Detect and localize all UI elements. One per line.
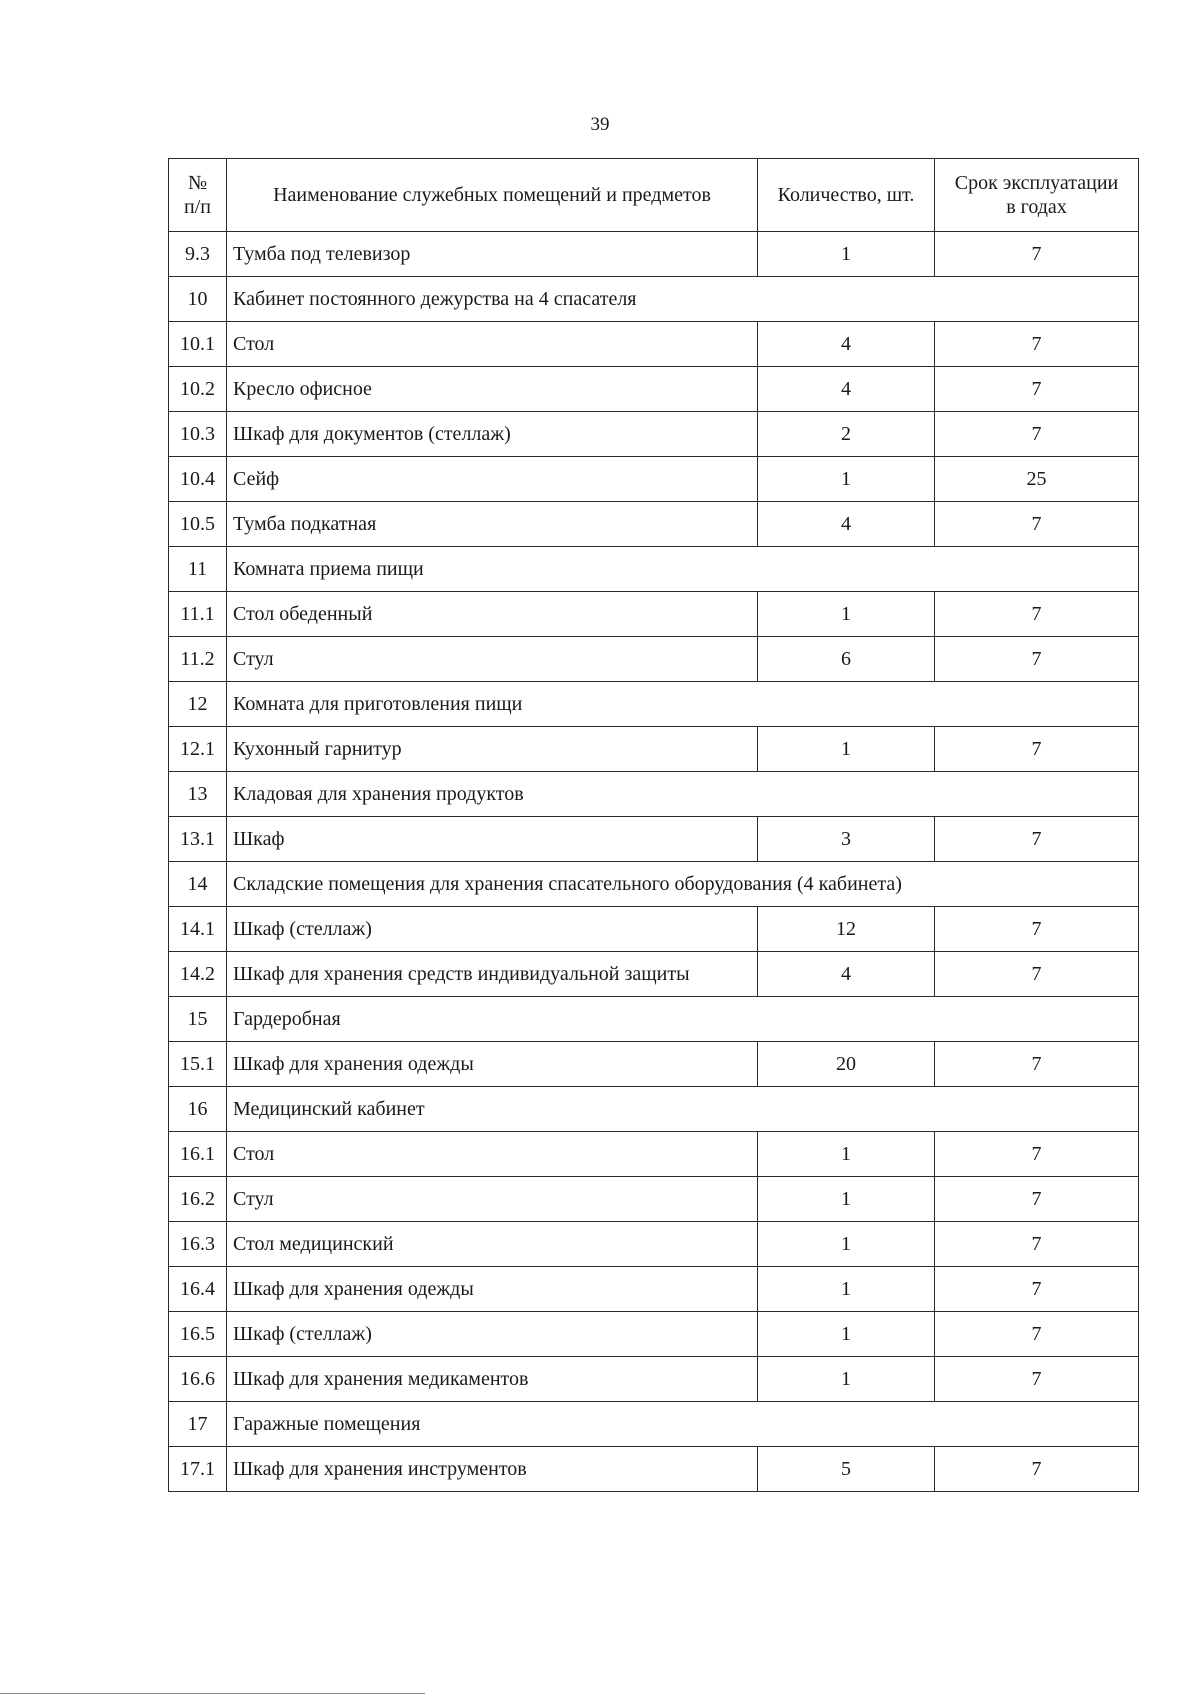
item-quantity: 1: [758, 1312, 935, 1357]
table-row: [169, 412, 1139, 457]
row-number: 14.2: [169, 952, 227, 997]
item-name: Шкаф для хранения медикаментов: [227, 1357, 758, 1402]
row-number: 16.6: [169, 1357, 227, 1402]
row-number: 12.1: [169, 727, 227, 772]
section-title: Комната для приготовления пищи: [227, 682, 1139, 727]
item-service-life: 7: [935, 1357, 1139, 1402]
section-title: Кабинет постоянного дежурства на 4 спасателя: [227, 277, 1139, 322]
item-quantity: 20: [758, 1042, 935, 1087]
row-number: 10.1: [169, 322, 227, 367]
section-title: Гардеробная: [227, 997, 1139, 1042]
item-service-life: 7: [935, 1132, 1139, 1177]
item-name: Стул: [227, 637, 758, 682]
header-number-line1: №: [187, 172, 208, 194]
item-quantity: 1: [758, 457, 935, 502]
header-number: [169, 159, 227, 232]
item-name: Тумба подкатная: [227, 502, 758, 547]
section-row: [169, 997, 1139, 1042]
item-service-life: 7: [935, 1447, 1139, 1492]
section-title: Медицинский кабинет: [227, 1087, 1139, 1132]
item-name: Кухонный гарнитур: [227, 727, 758, 772]
table-row: [169, 502, 1139, 547]
item-name: Стол обеденный: [227, 592, 758, 637]
table-row: [169, 1447, 1139, 1492]
row-number: 12: [169, 682, 227, 727]
item-service-life: 7: [935, 817, 1139, 862]
row-number: 13: [169, 772, 227, 817]
section-row: [169, 862, 1139, 907]
table-row: [169, 457, 1139, 502]
item-name: Стул: [227, 1177, 758, 1222]
item-service-life: 25: [935, 457, 1139, 502]
row-number: 15: [169, 997, 227, 1042]
page-number: 39: [590, 114, 610, 135]
section-row: [169, 772, 1139, 817]
section-title: Комната приема пищи: [227, 547, 1139, 592]
item-name: Стол: [227, 322, 758, 367]
item-quantity: 2: [758, 412, 935, 457]
table-row: [169, 592, 1139, 637]
table-row: [169, 727, 1139, 772]
item-service-life: 7: [935, 1267, 1139, 1312]
item-quantity: 1: [758, 1177, 935, 1222]
header-term-line1: Срок эксплуатации: [954, 172, 1119, 194]
item-name: Тумба под телевизор: [227, 232, 758, 277]
item-name: Шкаф: [227, 817, 758, 862]
item-quantity: 12: [758, 907, 935, 952]
row-number: 11.2: [169, 637, 227, 682]
header-term: [935, 159, 1139, 232]
item-name: Шкаф для документов (стеллаж): [227, 412, 758, 457]
item-quantity: 1: [758, 1132, 935, 1177]
row-number: 10.5: [169, 502, 227, 547]
item-service-life: 7: [935, 502, 1139, 547]
row-number: 17.1: [169, 1447, 227, 1492]
item-service-life: 7: [935, 907, 1139, 952]
table-row: [169, 817, 1139, 862]
item-quantity: 1: [758, 727, 935, 772]
table-row: [169, 1132, 1139, 1177]
table-row: [169, 907, 1139, 952]
header-number-line2: п/п: [184, 196, 211, 218]
item-name: Сейф: [227, 457, 758, 502]
row-number: 10.3: [169, 412, 227, 457]
table-row: [169, 322, 1139, 367]
table-row: [169, 1222, 1139, 1267]
item-name: Шкаф для хранения одежды: [227, 1267, 758, 1312]
item-name: Стол: [227, 1132, 758, 1177]
item-quantity: 4: [758, 322, 935, 367]
row-number: 10.2: [169, 367, 227, 412]
item-name: Шкаф для хранения инструментов: [227, 1447, 758, 1492]
row-number: 16.4: [169, 1267, 227, 1312]
item-quantity: 5: [758, 1447, 935, 1492]
row-number: 13.1: [169, 817, 227, 862]
item-quantity: 6: [758, 637, 935, 682]
item-service-life: 7: [935, 232, 1139, 277]
item-name: Кресло офисное: [227, 367, 758, 412]
row-number: 16.1: [169, 1132, 227, 1177]
table-row: [169, 1357, 1139, 1402]
header-term-line2: в годах: [1006, 196, 1067, 218]
item-name: Шкаф для хранения средств индивидуальной защиты: [227, 952, 758, 997]
row-number: 15.1: [169, 1042, 227, 1087]
item-service-life: 7: [935, 1222, 1139, 1267]
section-title: Складские помещения для хранения спасательного оборудования (4 кабинета): [227, 862, 1139, 907]
row-number: 16: [169, 1087, 227, 1132]
row-number: 14.1: [169, 907, 227, 952]
item-service-life: 7: [935, 1312, 1139, 1357]
item-service-life: 7: [935, 592, 1139, 637]
table-row: [169, 367, 1139, 412]
section-title: Кладовая для хранения продуктов: [227, 772, 1139, 817]
section-row: [169, 1402, 1139, 1447]
item-quantity: 1: [758, 1267, 935, 1312]
item-service-life: 7: [935, 1042, 1139, 1087]
item-service-life: 7: [935, 1177, 1139, 1222]
item-quantity: 1: [758, 232, 935, 277]
table-row: [169, 637, 1139, 682]
item-quantity: 1: [758, 592, 935, 637]
item-service-life: 7: [935, 952, 1139, 997]
table-body: [169, 232, 1139, 1492]
item-name: Шкаф для хранения одежды: [227, 1042, 758, 1087]
table-header-row: [169, 159, 1139, 232]
item-name: Стол медицинский: [227, 1222, 758, 1267]
row-number: 11: [169, 547, 227, 592]
row-number: 16.3: [169, 1222, 227, 1267]
footer-rule: [0, 1693, 425, 1694]
header-name: Наименование служебных помещений и предметов: [227, 159, 758, 232]
table-row: [169, 1042, 1139, 1087]
item-service-life: 7: [935, 367, 1139, 412]
item-quantity: 4: [758, 367, 935, 412]
item-service-life: 7: [935, 637, 1139, 682]
section-row: [169, 547, 1139, 592]
table-row: [169, 1312, 1139, 1357]
item-service-life: 7: [935, 322, 1139, 367]
section-row: [169, 1087, 1139, 1132]
table-row: [169, 952, 1139, 997]
item-service-life: 7: [935, 727, 1139, 772]
table-row: [169, 232, 1139, 277]
inventory-table: [168, 158, 1139, 1492]
table-row: [169, 1177, 1139, 1222]
section-row: [169, 682, 1139, 727]
item-name: Шкаф (стеллаж): [227, 1312, 758, 1357]
row-number: 11.1: [169, 592, 227, 637]
row-number: 10.4: [169, 457, 227, 502]
section-row: [169, 277, 1139, 322]
item-name: Шкаф (стеллаж): [227, 907, 758, 952]
row-number: 17: [169, 1402, 227, 1447]
item-quantity: 4: [758, 502, 935, 547]
item-service-life: 7: [935, 412, 1139, 457]
item-quantity: 3: [758, 817, 935, 862]
item-quantity: 4: [758, 952, 935, 997]
section-title: Гаражные помещения: [227, 1402, 1139, 1447]
row-number: 14: [169, 862, 227, 907]
item-quantity: 1: [758, 1222, 935, 1267]
row-number: 9.3: [169, 232, 227, 277]
item-quantity: 1: [758, 1357, 935, 1402]
row-number: 16.2: [169, 1177, 227, 1222]
row-number: 10: [169, 277, 227, 322]
header-quantity: Количество, шт.: [758, 159, 935, 232]
row-number: 16.5: [169, 1312, 227, 1357]
table-row: [169, 1267, 1139, 1312]
